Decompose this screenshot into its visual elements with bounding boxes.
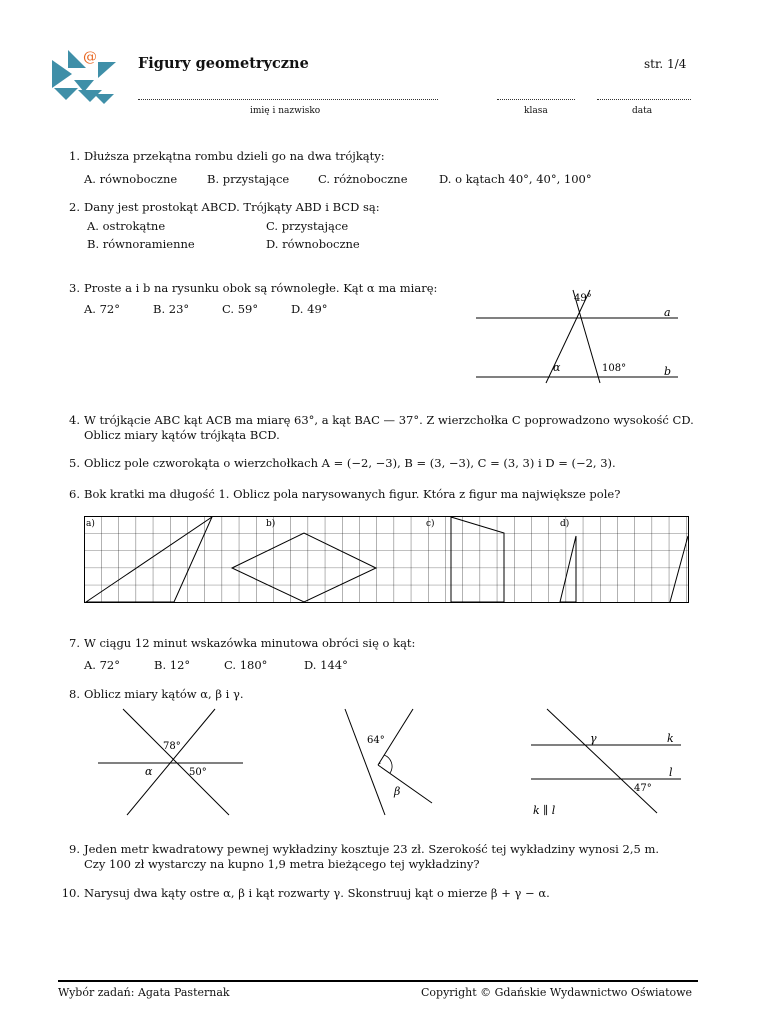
q10-number: 10. xyxy=(61,886,80,900)
line-l-label: l xyxy=(669,766,673,779)
q5-text: Oblicz pole czworokąta o wierzchołkach A = (−2, −3), B = (3, −3), C = (3, 3) i D = (−2, 3). xyxy=(84,456,616,470)
q2-option-b: B. równoramienne xyxy=(87,237,195,251)
q2-number: 2. xyxy=(69,200,80,214)
date-field[interactable] xyxy=(597,99,691,100)
q1-option-d: D. o kątach 40°, 40°, 100° xyxy=(439,172,592,186)
date-label: data xyxy=(632,106,653,116)
q3-option-a: A. 72° xyxy=(84,302,120,316)
parallel-note: k ∥ l xyxy=(533,804,556,817)
q2-text: Dany jest prostokąt ABCD. Trójkąty ABD i BCD są: xyxy=(84,200,380,214)
name-label: imię i nazwisko xyxy=(250,106,321,116)
label-a: a) xyxy=(86,519,95,529)
q8-text: Oblicz miary kątów α, β i γ. xyxy=(84,687,244,701)
q4-line1: W trójkącie ABC kąt ACB ma miarę 63°, a kąt BAC — 37°. Z wierzchołka C poprowadzono wysokość CD. xyxy=(84,413,694,427)
q6-text: Bok kratki ma długość 1. Oblicz pola narysowanych figur. Która z figur ma największe pole? xyxy=(84,487,621,501)
grid xyxy=(85,517,689,603)
q8-number: 8. xyxy=(69,687,80,701)
q2-option-a: A. ostrokątne xyxy=(87,219,166,233)
q9-line2: Czy 100 zł wystarczy na kupno 1,9 metra bieżącego tej wykładziny? xyxy=(84,857,480,871)
q7-option-b: B. 12° xyxy=(154,658,191,672)
q9-number: 9. xyxy=(69,842,80,856)
q8-figure-2 xyxy=(340,705,440,817)
q1-option-b: B. przystające xyxy=(207,172,290,186)
publisher-logo xyxy=(50,44,120,106)
q7-option-d: D. 144° xyxy=(304,658,348,672)
q7-text: W ciągu 12 minut wskazówka minutowa obróci się o kąt: xyxy=(84,636,416,650)
angle-64-label: 64° xyxy=(367,735,385,746)
label-b: b) xyxy=(266,519,276,529)
q3-parallel-lines-figure xyxy=(470,285,685,385)
q5-number: 5. xyxy=(69,456,80,470)
q6-grid-figures xyxy=(84,516,690,604)
page-title: Figury geometryczne xyxy=(138,55,309,72)
label-d: d) xyxy=(560,519,570,529)
line-k-label: k xyxy=(667,732,674,745)
footer-copyright: Copyright © Gdańskie Wydawnictwo Oświatowe xyxy=(421,986,693,999)
name-field[interactable] xyxy=(138,99,438,100)
q9-line1: Jeden metr kwadratowy pewnej wykładziny kosztuje 23 zł. Szerokość tej wykładziny wynosi 2,5 m. xyxy=(84,842,660,856)
logo-at-sign: @ xyxy=(83,49,97,65)
footer-rule xyxy=(58,980,698,982)
q8-figure-3 xyxy=(525,705,685,817)
q1-number: 1. xyxy=(69,149,80,163)
q3-option-c: C. 59° xyxy=(222,302,259,316)
angle-78-label: 78° xyxy=(163,741,181,752)
q3-text: Proste a i b na rysunku obok są równoległe. Kąt α ma miarę: xyxy=(84,281,438,295)
class-label: klasa xyxy=(524,106,548,116)
q2-option-d: D. równoboczne xyxy=(266,237,360,251)
q3-option-b: B. 23° xyxy=(153,302,190,316)
q7-option-c: C. 180° xyxy=(224,658,268,672)
q4-line2: Oblicz miary kątów trójkąta BCD. xyxy=(84,428,280,442)
angle-49-label: 49° xyxy=(574,293,592,304)
line-b-label: b xyxy=(664,365,672,378)
angle-47-label: 47° xyxy=(634,783,652,794)
angle-50-label: 50° xyxy=(189,767,207,778)
alpha-label: α xyxy=(553,361,561,374)
q2-option-c: C. przystające xyxy=(266,219,349,233)
footer-author: Wybór zadań: Agata Pasternak xyxy=(58,986,230,999)
page-number: str. 1/4 xyxy=(644,57,687,71)
q1-option-c: C. różnoboczne xyxy=(318,172,408,186)
right-angle-dot: · xyxy=(378,757,382,770)
q8-figure-1 xyxy=(95,705,245,817)
gamma-label: γ xyxy=(590,732,597,745)
q7-number: 7. xyxy=(69,636,80,650)
q4-number: 4. xyxy=(69,413,80,427)
angle-108-label: 108° xyxy=(602,363,627,374)
q1-text: Dłuższa przekątna rombu dzieli go na dwa trójkąty: xyxy=(84,149,385,163)
q6-number: 6. xyxy=(69,487,80,501)
alpha-label: α xyxy=(145,765,153,778)
line-a-label: a xyxy=(664,306,671,319)
q3-option-d: D. 49° xyxy=(291,302,328,316)
q7-option-a: A. 72° xyxy=(84,658,120,672)
q1-option-a: A. równoboczne xyxy=(84,172,178,186)
label-c: c) xyxy=(426,519,435,529)
class-field[interactable] xyxy=(497,99,575,100)
q10-text: Narysuj dwa kąty ostre α, β i kąt rozwarty γ. Skonstruuj kąt o mierze β + γ − α. xyxy=(84,886,550,900)
beta-label: β xyxy=(394,785,401,798)
q3-number: 3. xyxy=(69,281,80,295)
